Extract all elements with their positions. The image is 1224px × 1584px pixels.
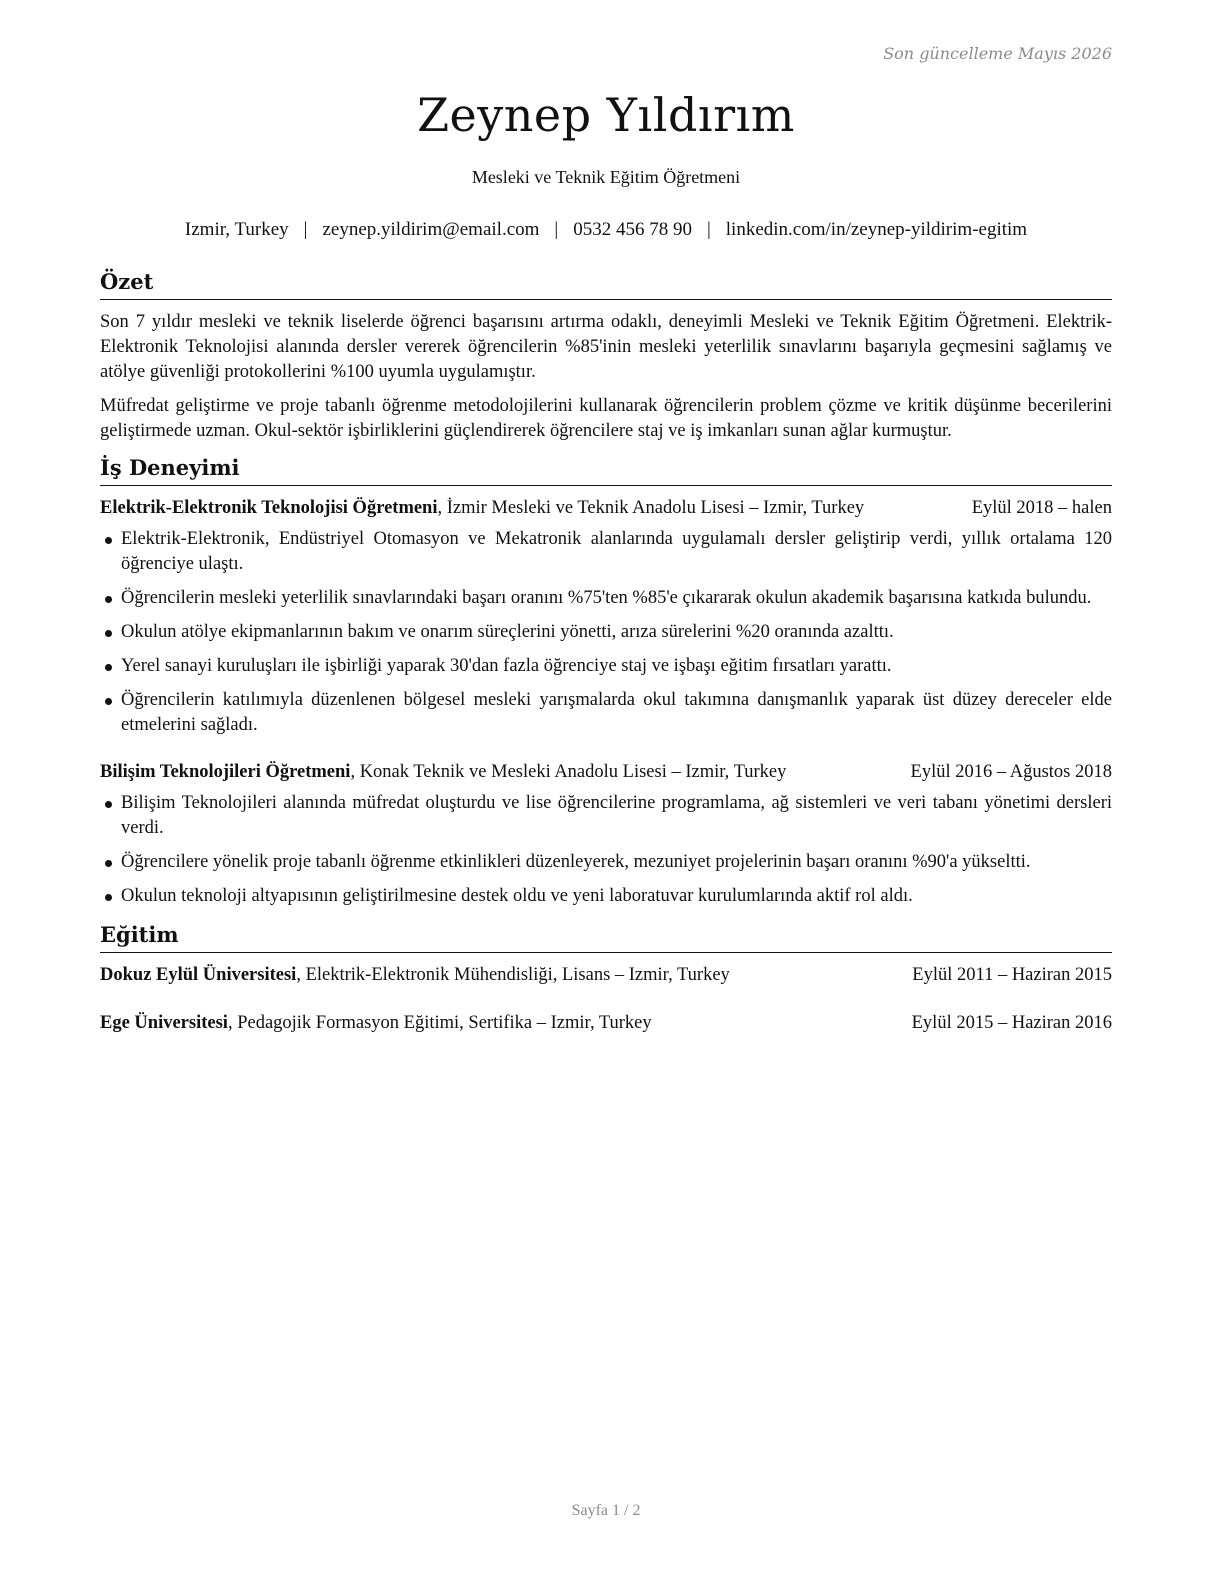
education-entry (100, 1011, 1112, 1036)
job-header (100, 496, 1112, 521)
education-school: Dokuz Eylül Üniversitesi (100, 965, 297, 985)
summary-heading: Özet (100, 268, 1112, 300)
education-dates: Eylül 2011 – Haziran 2015 (912, 965, 1112, 985)
job-dates: Eylül 2018 – halen (971, 498, 1112, 518)
contact-line (100, 219, 1112, 241)
job-bullet: Yerel sanayi kuruluşları ile işbirliği yaparak 30'dan fazla öğrenciye staj ve işbaşı eğitim fırsatları yarattı. (100, 654, 1112, 679)
job-bullets (100, 791, 1112, 909)
contact-email[interactable]: zeynep.yildirim@email.com (322, 219, 540, 240)
resume-content (100, 268, 1112, 1059)
job-dates: Eylül 2016 – Ağustos 2018 (910, 762, 1112, 782)
summary-section (100, 268, 1112, 444)
contact-separator: | (554, 219, 559, 240)
contact-linkedin[interactable]: linkedin.com/in/zeynep-yildirim-egitim (725, 219, 1028, 240)
job-entry (100, 760, 1112, 909)
job-bullet: Okulun atölye ekipmanlarının bakım ve onarım süreçlerini yönetti, arıza sürelerini %20 oranında azalttı. (100, 620, 1112, 645)
job-role: Elektrik-Elektronik Teknolojisi Öğretmeni (100, 498, 438, 518)
page-number: Sayfa 1 / 2 (571, 1502, 641, 1519)
contact-separator: | (706, 219, 711, 240)
job-bullets (100, 527, 1112, 738)
education-detail: , Pedagojik Formasyon Eğitimi, Sertifika – Izmir, Turkey (227, 1013, 652, 1033)
contact-separator: | (303, 219, 308, 240)
job-organization: , Konak Teknik ve Mesleki Anadolu Lisesi – Izmir, Turkey (350, 762, 787, 782)
job-organization: , İzmir Mesleki ve Teknik Anadolu Lisesi – Izmir, Turkey (437, 498, 865, 518)
summary-paragraph: Son 7 yıldır mesleki ve teknik liselerde öğrenci başarısını artırma odaklı, deneyimli Mesleki ve Teknik Eğitim Öğretmeni. Elektrik-Elektronik Teknolojisi alanında dersler vererek öğrencilerin %85'inin mesleki yeterlilik sınavlarını başarıyla geçmesini sağlamış ve atölye güvenliği protokollerini %100 uyumla uygulamıştır. (100, 312, 1112, 382)
job-role: Bilişim Teknolojileri Öğretmeni (100, 762, 351, 782)
education-institution (100, 963, 730, 988)
job-bullet: Öğrencilerin katılımıyla düzenlenen bölgesel mesleki yarışmalarda okul takımına danışmanlık yaparak üst düzey dereceler elde etmelerini sağladı. (100, 688, 1112, 738)
education-school: Ege Üniversitesi (100, 1013, 228, 1033)
contact-location: Izmir, Turkey (184, 219, 289, 240)
job-bullet: Öğrencilere yönelik proje tabanlı öğrenme etkinlikleri düzenleyerek, mezuniyet projelerinin başarı oranını %90'a yükseltti. (100, 850, 1112, 875)
job-position (100, 760, 905, 785)
job-bullet: Öğrencilerin mesleki yeterlilik sınavlarındaki başarı oranını %75'ten %85'e çıkararak okulun akademik başarısına katkıda bulundu. (100, 586, 1112, 611)
job-header (100, 760, 1112, 785)
job-bullet: Elektrik-Elektronik, Endüstriyel Otomasyon ve Mekatronik alanlarında uygulamalı dersler geliştirip verdi, yıllık ortalama 120 öğrenciye ulaştı. (100, 527, 1112, 577)
education-entry (100, 963, 1112, 988)
last-updated-note: Son güncelleme Mayıs 2026 (883, 44, 1112, 63)
contact-phone[interactable]: 0532 456 78 90 (573, 219, 692, 240)
job-title: Mesleki ve Teknik Eğitim Öğretmeni (471, 167, 741, 187)
job-entry (100, 496, 1112, 738)
candidate-name: Zeynep Yıldırım (417, 88, 795, 142)
education-section (100, 921, 1112, 1036)
job-position (100, 496, 880, 521)
experience-section (100, 454, 1112, 909)
education-detail: , Elektrik-Elektronik Mühendisliği, Lisans – Izmir, Turkey (296, 965, 730, 985)
resume-page (100, 0, 1112, 1584)
education-institution (100, 1011, 652, 1036)
education-heading: Eğitim (100, 921, 1112, 953)
summary-paragraph: Müfredat geliştirme ve proje tabanlı öğrenme metodolojilerini kullanarak öğrencilerin problem çözme ve kritik düşünme becerilerini geliştirmede uzman. Okul-sektör işbirliklerini güçlendirerek öğrencilere staj ve iş imkanları sunan ağlar kurmuştur. (100, 396, 1112, 441)
experience-heading: İş Deneyimi (100, 454, 1112, 486)
education-dates: Eylül 2015 – Haziran 2016 (911, 1013, 1112, 1033)
job-bullet: Okulun teknoloji altyapısının geliştirilmesine destek oldu ve yeni laboratuvar kurulumlarında aktif rol aldı. (100, 884, 1112, 909)
job-bullet: Bilişim Teknolojileri alanında müfredat oluşturdu ve lise öğrencilerine programlama, ağ sistemleri ve veri tabanı yönetimi dersleri verdi. (100, 791, 1112, 841)
